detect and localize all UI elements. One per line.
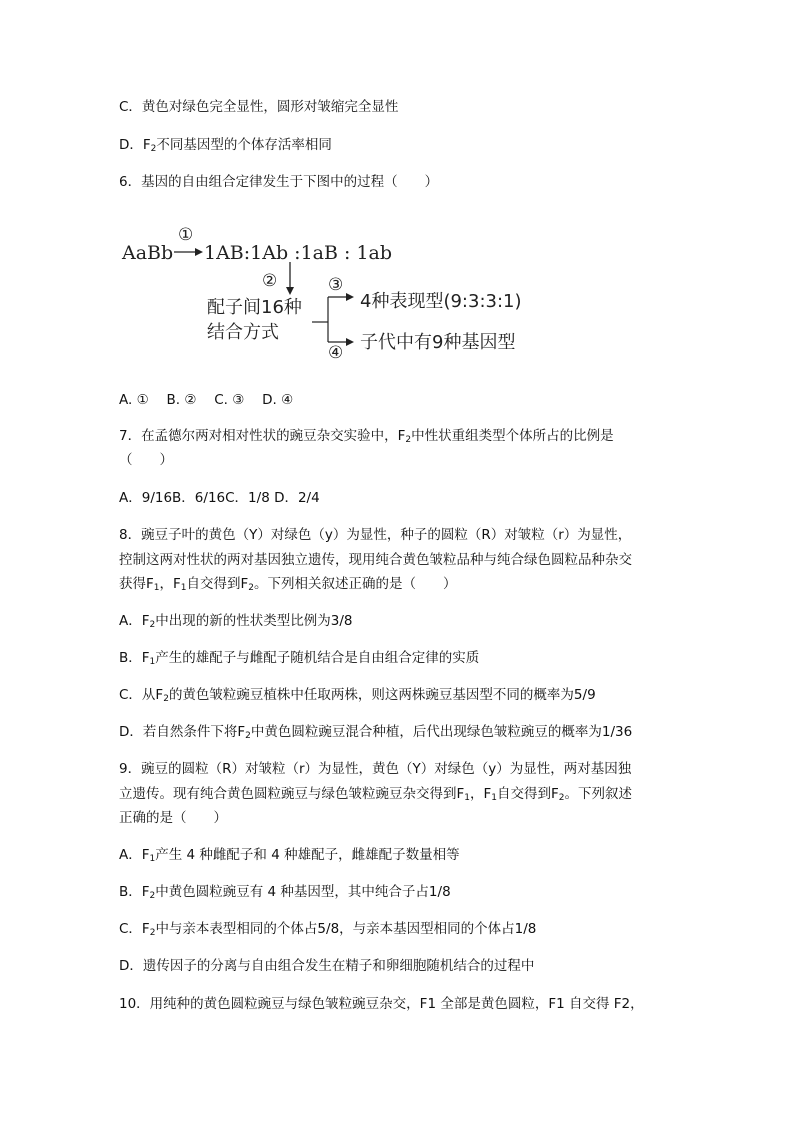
diagram-phenotypes: 4种表现型(9:3:3:1) (360, 291, 522, 312)
q6-process-diagram (118, 218, 558, 368)
diagram-parent: AaBb (122, 242, 174, 264)
diagram-arrowhead-4 (346, 338, 354, 346)
q9-option-d: D．遗传因子的分离与自由组合发生在精子和卵细胞随机结合的过程中 (119, 958, 535, 974)
diagram-genotypes: 子代中有9种基因型 (360, 332, 516, 353)
q6-options: A. ① B. ② C. ③ D. ④ (119, 392, 294, 408)
diagram-arrowhead-3 (346, 293, 354, 301)
q8-option-b: B．$F_1$产生的雄配子与雌配子随机结合是自由组合定律的实质 (119, 650, 480, 667)
diagram-step-3: ③ (328, 275, 344, 295)
q8-option-d: D．若自然条件下将$F_2$中黄色圆粒豌豆混合种植，后代出现绿色皱粒豌豆的概率为1/36 (119, 724, 633, 741)
q5-option-d: D．$F_2$不同基因型的个体存活率相同 (119, 137, 332, 154)
q8-stem-line-3: 获得$F_1$，$F_1$自交得到$F_2$。下列相关叙述正确的是（ ） (119, 576, 457, 593)
q7-options: A．9/16B．6/16C．1/8 D．2/4 (119, 490, 320, 506)
diagram-step-1: ① (178, 225, 194, 245)
q9-stem-line-1: 9．豌豆的圆粒（R）对皱粒（r）为显性，黄色（Y）对绿色（y）为显性，两对基因独 (119, 761, 632, 777)
diagram-step-4: ④ (328, 343, 344, 363)
diagram-combination-line-1: 配子间16种 (207, 297, 302, 318)
q9-stem-line-2: 立遗传。现有纯合黄色圆粒豌豆与绿色皱粒豌豆杂交得到$F_1$，$F_1$自交得到$F_2$。下列叙述 (119, 786, 632, 803)
q9-stem-line-3: 正确的是（ ） (119, 810, 227, 826)
q7-stem-line-2: （ ） (119, 452, 173, 468)
q9-option-b: B．$F_2$中黄色圆粒豌豆有 4 种基因型，其中纯合子占1/8 (119, 884, 451, 901)
q6-stem: 6．基因的自由组合定律发生于下图中的过程（ ） (119, 174, 439, 190)
q8-stem-line-1: 8．豌豆子叶的黄色（Y）对绿色（y）为显性，种子的圆粒（R）对皱粒（r）为显性， (119, 527, 632, 543)
q7-stem-line-1: 7．在孟德尔两对相对性状的豌豆杂交实验中，$F_2$中性状重组类型个体所占的比例是 (119, 428, 614, 445)
diagram-step-2: ② (262, 271, 278, 291)
q9-option-c: C．$F_2$中与亲本表型相同的个体占5/8，与亲本基因型相同的个体占1/8 (119, 921, 537, 938)
q9-option-a: A．$F_1$产生 4 种雌配子和 4 种雄配子，雌雄配子数量相等 (119, 847, 460, 864)
diagram-arrowhead-1 (195, 248, 203, 256)
q8-option-a: A．$F_2$中出现的新的性状类型比例为3/8 (119, 613, 353, 630)
diagram-arrowhead-2 (286, 287, 294, 295)
q8-stem-line-2: 控制这两对性状的两对基因独立遗传，现用纯合黄色皱粒品种与纯合绿色圆粒品种杂交 (119, 552, 632, 568)
q10-stem-line-1: 10．用纯种的黄色圆粒豌豆与绿色皱粒豌豆杂交，F1 全部是黄色圆粒，F1 自交得 F2， (119, 996, 644, 1012)
diagram-combination-line-2: 结合方式 (207, 322, 279, 343)
q8-option-c: C．从$F_2$的黄色皱粒豌豆植株中任取两株，则这两株豌豆基因型不同的概率为5/9 (119, 687, 596, 704)
diagram-gametes: 1AB:1Ab :1aB : 1ab (204, 242, 393, 264)
q5-option-c: C．黄色对绿色完全显性，圆形对皱缩完全显性 (119, 99, 399, 115)
